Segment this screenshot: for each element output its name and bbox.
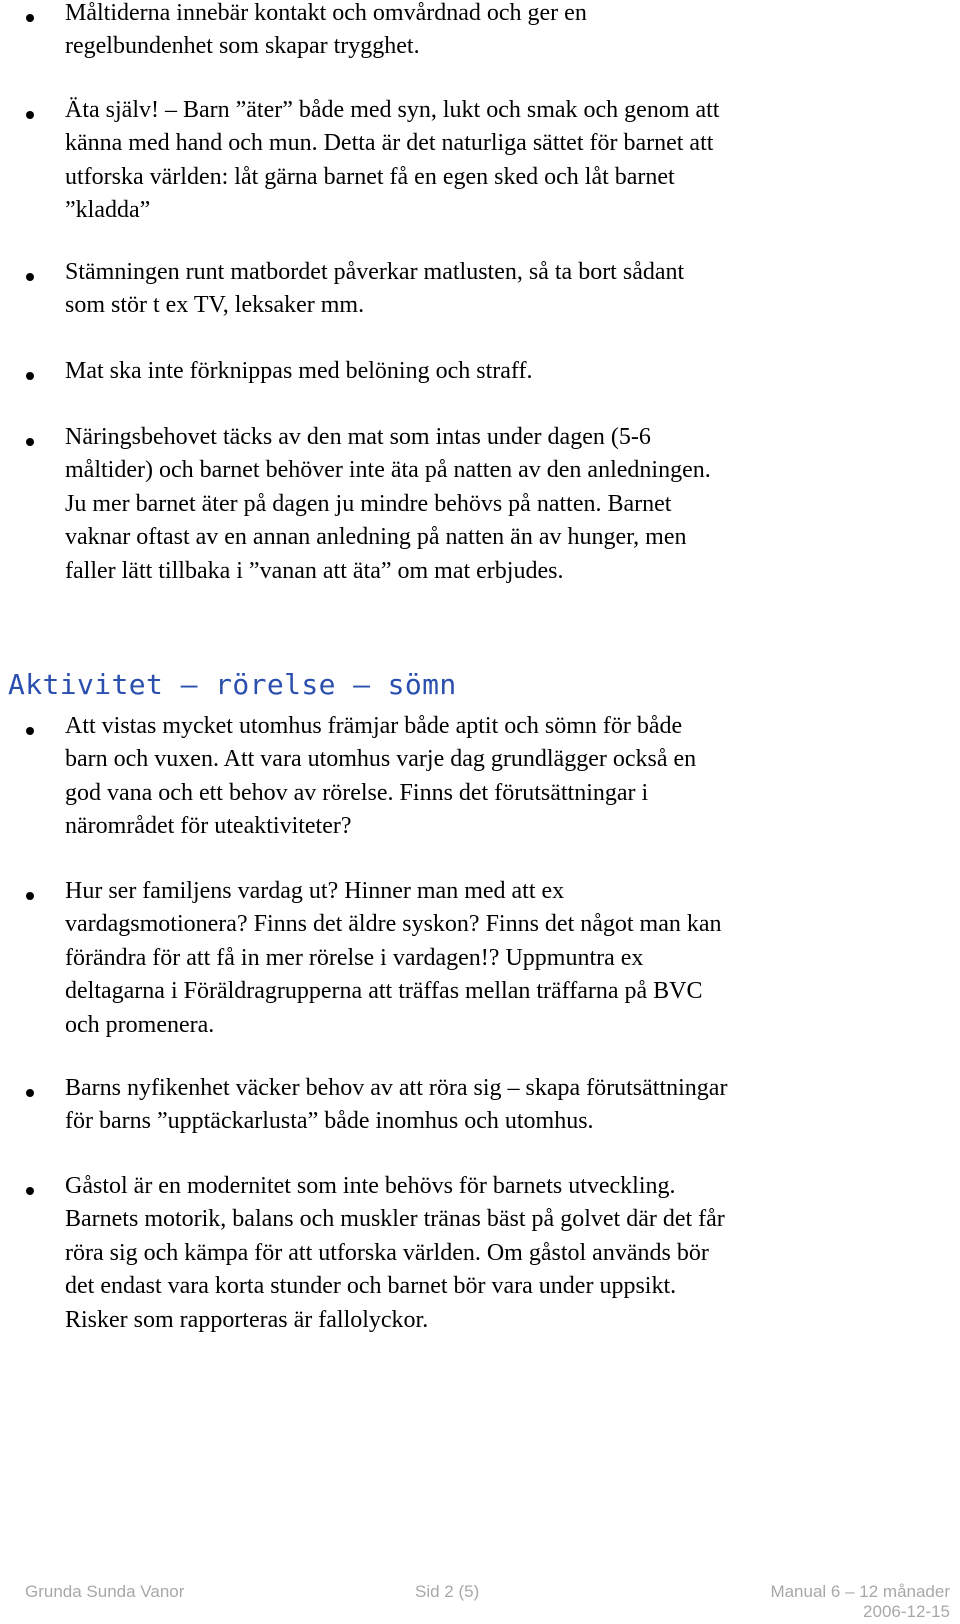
bullet-text: Stämningen runt matbordet påverkar matlusten, så ta bort sådant som stör t ex TV, leksaker mm.: [65, 259, 685, 319]
bullet-text: Mat ska inte förknippas med belöning och straff.: [65, 358, 533, 384]
bullet-text: Måltiderna innebär kontakt och omvårdnad och ger en regelbundenhet som skapar trygghet.: [65, 0, 587, 60]
bullet-text: Gåstol är en modernitet som inte behövs för barnets utveckling. Barnets motorik, balans och muskler tränas bäst på golvet där det får röra sig och kämpa för att utforska världen. Om gåstol används bör det endast vara korta stunder och barnet bör vara under uppsikt. Risker som rapporteras är fallolyckor.: [65, 1173, 725, 1333]
bullet-dot-icon: [26, 892, 34, 900]
footer-page-number: Sid 2 (5): [415, 1582, 480, 1601]
bullet-dot-icon: [26, 111, 34, 119]
footer-right: Manual 6 – 12 månader: [770, 1582, 950, 1601]
bullet-text: Näringsbehovet täcks av den mat som intas under dagen (5-6 måltider) och barnet behöver inte äta på natten av den anledningen. Ju mer barnet äter på dagen ju mindre behövs på natten. Barnet vaknar oftast av en annan anledning på natten än av hunger, men faller lätt tillbaka i ”vanan att äta” om mat erbjudes.: [65, 424, 711, 584]
section-heading: Aktivitet – rörelse – sömn: [8, 668, 457, 701]
bullet-dot-icon: [26, 273, 34, 281]
bullet-dot-icon: [26, 438, 34, 446]
bullet-dot-icon: [26, 372, 34, 380]
bullet-text: Hur ser familjens vardag ut? Hinner man med att ex vardagsmotionera? Finns det äldre syskon? Finns det något man kan förändra för att få in mer rörelse i vardagen!? Uppmuntra ex deltagarna i Föräldragrupperna att träffas mellan träffarna på BVC och promenera.: [65, 878, 722, 1038]
bullet-text: Äta själv! – Barn ”äter” både med syn, lukt och smak och genom att känna med hand och mun. Detta är det naturliga sättet för barnet att utforska världen: låt gärna barnet få en egen sked och låt barnet ”kladda”: [65, 97, 720, 224]
bullet-text: Barns nyfikenhet väcker behov av att röra sig – skapa förutsättningar för barns ”upptäckarlusta” både inomhus och utomhus.: [65, 1075, 728, 1135]
bullet-dot-icon: [26, 727, 34, 735]
bullet-dot-icon: [26, 1089, 34, 1097]
bullet-text: Att vistas mycket utomhus främjar både aptit och sömn för både barn och vuxen. Att vara utomhus varje dag grundlägger också en god vana och ett behov av rörelse. Finns det förutsättningar i närområdet för uteaktiviteter?: [65, 713, 697, 840]
footer-date: 2006-12-15: [863, 1602, 950, 1621]
bullet-dot-icon: [26, 1187, 34, 1195]
bullet-dot-icon: [26, 14, 34, 22]
footer-left: Grunda Sunda Vanor: [25, 1582, 185, 1601]
